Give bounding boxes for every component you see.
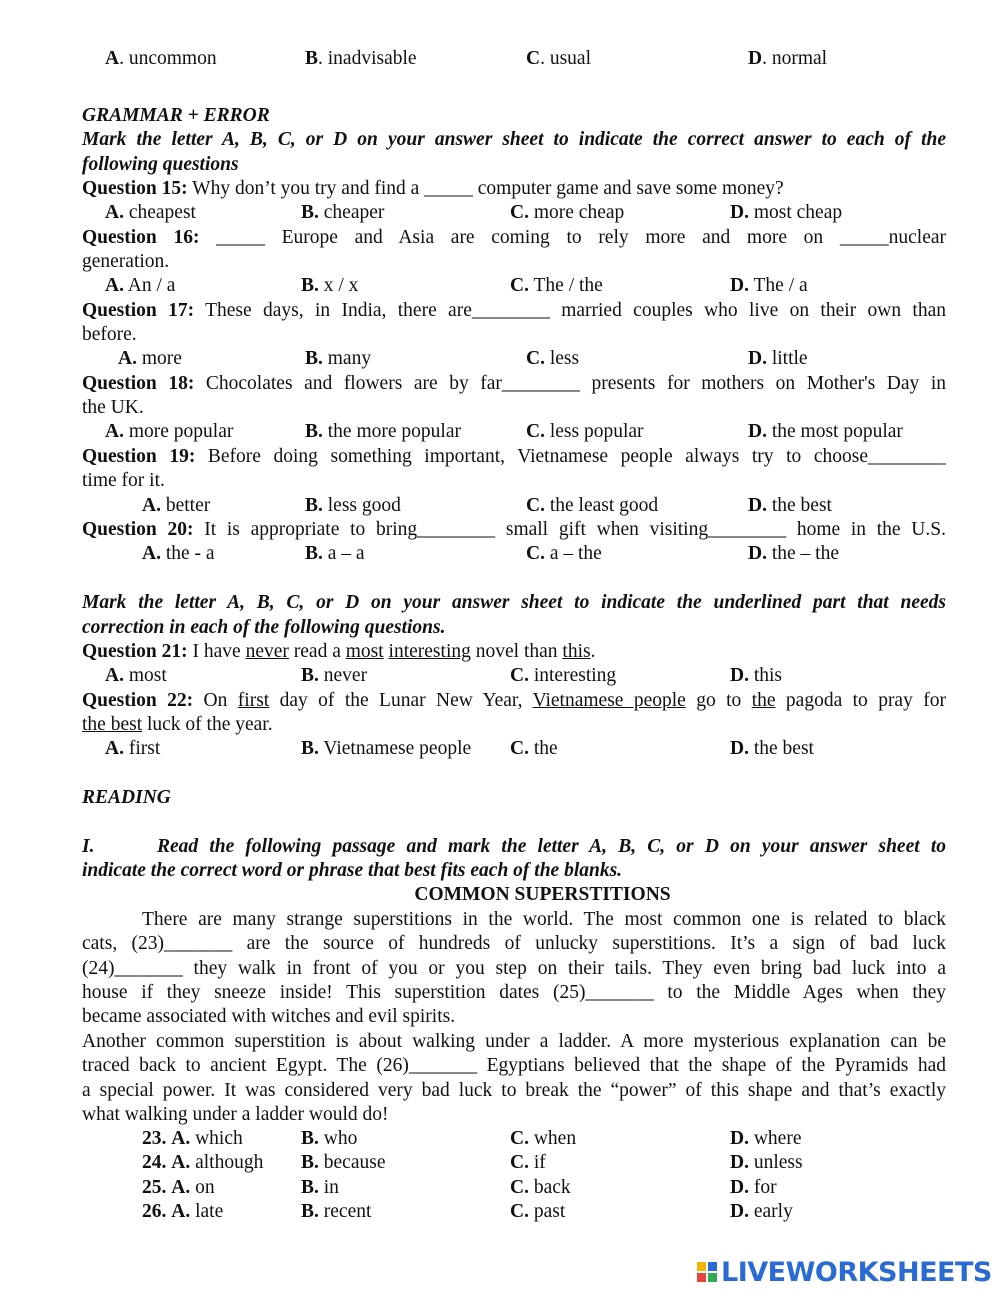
q15-option-c[interactable]: C. more cheap	[510, 202, 625, 223]
q14-option-c[interactable]: C. usual	[526, 48, 592, 69]
q22-stem-line1: Question 22: On first day of the Lunar New Year, Vietnamese people go to the pagoda to pray for	[82, 690, 946, 711]
q18-stem-line1: Question 18: Chocolates and flowers are by far________ presents for mothers on Mother's Day in	[82, 373, 946, 394]
q20-option-b[interactable]: B. a – a	[305, 543, 365, 564]
grammar-instruction-line2: following questions	[82, 154, 239, 175]
reading-heading: READING	[82, 787, 171, 808]
q22-option-b[interactable]: B. Vietnamese people	[301, 738, 472, 759]
reading-instruction-line1: I. Read the following passage and mark the letter A, B, C, or D on your answer sheet to	[82, 836, 946, 857]
q15-option-a[interactable]: A. cheapest	[105, 202, 196, 223]
q19-option-b[interactable]: B. less good	[305, 495, 401, 516]
q14-option-d[interactable]: D. normal	[748, 48, 828, 69]
error-instruction-line2: correction in each of the following questions.	[82, 617, 446, 638]
q19-stem-line2: time for it.	[82, 470, 165, 491]
item-24-option-a[interactable]: 24. A. although	[142, 1152, 264, 1173]
q17-stem-line2: before.	[82, 324, 137, 345]
q20-stem: Question 20: It is appropriate to bring________ small gift when visiting________ home in the U.S.	[82, 519, 946, 540]
error-instruction-line1: Mark the letter A, B, C, or D on your answer sheet to indicate the underlined part that needs	[82, 592, 946, 613]
item-23-option-b[interactable]: B. who	[301, 1128, 358, 1149]
item-23-option-a[interactable]: 23. A. which	[142, 1128, 243, 1149]
q15-option-d[interactable]: D. most cheap	[730, 202, 843, 223]
item-26-option-c[interactable]: C. past	[510, 1201, 566, 1222]
passage-line: traced back to ancient Egypt. The (26)_______ Egyptians believed that the shape of the Pyramids had	[82, 1055, 946, 1076]
q20-option-c[interactable]: C. a – the	[526, 543, 602, 564]
q19-stem-line1: Question 19: Before doing something important, Vietnamese people always try to choose________	[82, 446, 946, 467]
q16-option-b[interactable]: B. x / x	[301, 275, 359, 296]
q18-option-a[interactable]: A. more popular	[105, 421, 234, 442]
q18-option-d[interactable]: D. the most popular	[748, 421, 903, 442]
item-26-option-a[interactable]: 26. A. late	[142, 1201, 224, 1222]
item-25-option-a[interactable]: 25. A. on	[142, 1177, 215, 1198]
item-24-option-c[interactable]: C. if	[510, 1152, 546, 1173]
q20-option-a[interactable]: A. the - a	[142, 543, 215, 564]
q16-stem-line1: Question 16: _____ Europe and Asia are coming to rely more and more on _____nuclear	[82, 227, 946, 248]
q18-option-c[interactable]: C. less popular	[526, 421, 644, 442]
q21-option-d[interactable]: D. this	[730, 665, 783, 686]
q22-option-a[interactable]: A. first	[105, 738, 161, 759]
passage-line: a special power. It was considered very bad luck to break the “power” of this shape and that’s exactly	[82, 1080, 946, 1101]
passage-line: house if they sneeze inside! This superstition dates (25)_______ to the Middle Ages when they	[82, 982, 946, 1003]
q16-option-a[interactable]: A. An / a	[105, 275, 176, 296]
q17-stem-line1: Question 17: These days, in India, there are________ married couples who live on their own than	[82, 300, 946, 321]
item-25-option-d[interactable]: D. for	[730, 1177, 777, 1198]
item-24-option-d[interactable]: D. unless	[730, 1152, 803, 1173]
passage-line: There are many strange superstitions in the world. The most common one is related to black	[142, 909, 946, 930]
item-26-option-d[interactable]: D. early	[730, 1201, 793, 1222]
item-23-option-d[interactable]: D. where	[730, 1128, 802, 1149]
q19-option-c[interactable]: C. the least good	[526, 495, 659, 516]
passage-line: cats, (23)_______ are the source of hundreds of unlucky superstitions. It’s a sign of bad luck	[82, 933, 946, 954]
passage-line: became associated with witches and evil spirits.	[82, 1006, 456, 1027]
passage-line: (24)_______ they walk in front of you or you step on their tails. They even bring bad luck into a	[82, 958, 946, 979]
q21-option-a[interactable]: A. most	[105, 665, 167, 686]
q17-option-c[interactable]: C. less	[526, 348, 580, 369]
q18-stem-line2: the UK.	[82, 397, 144, 418]
grammar-instruction-line1: Mark the letter A, B, C, or D on your answer sheet to indicate the correct answer to each of the	[82, 129, 946, 150]
item-26-option-b[interactable]: B. recent	[301, 1201, 372, 1222]
q19-option-a[interactable]: A. better	[142, 495, 211, 516]
logo-mark-icon	[697, 1262, 717, 1282]
q18-option-b[interactable]: B. the more popular	[305, 421, 461, 442]
reading-instruction-line2: indicate the correct word or phrase that best fits each of the blanks.	[82, 860, 623, 881]
liveworksheets-logo	[697, 1255, 992, 1289]
item-24-option-b[interactable]: B. because	[301, 1152, 386, 1173]
logo-text: LIVEWORKSHEETS	[721, 1256, 992, 1288]
q21-option-b[interactable]: B. never	[301, 665, 368, 686]
q21-stem: Question 21: I have never read a most interesting novel than this.	[82, 641, 596, 662]
passage-line: what walking under a ladder would do!	[82, 1104, 389, 1125]
q22-stem-line2: the best luck of the year.	[82, 714, 273, 735]
grammar-heading: GRAMMAR + ERROR	[82, 105, 270, 126]
q16-option-c[interactable]: C. The / the	[510, 275, 603, 296]
q14-option-a[interactable]: A. uncommon	[105, 48, 217, 69]
q22-option-d[interactable]: D. the best	[730, 738, 814, 759]
q17-option-d[interactable]: D. little	[748, 348, 808, 369]
q17-option-b[interactable]: B. many	[305, 348, 372, 369]
item-25-option-b[interactable]: B. in	[301, 1177, 339, 1198]
q22-option-c[interactable]: C. the	[510, 738, 558, 759]
q20-option-d[interactable]: D. the – the	[748, 543, 839, 564]
q15-option-b[interactable]: B. cheaper	[301, 202, 385, 223]
item-23-option-c[interactable]: C. when	[510, 1128, 577, 1149]
q16-option-d[interactable]: D. The / a	[730, 275, 808, 296]
q17-option-a[interactable]: A. more	[118, 348, 182, 369]
item-25-option-c[interactable]: C. back	[510, 1177, 571, 1198]
q16-stem-line2: generation.	[82, 251, 170, 272]
q14-option-b[interactable]: B. inadvisable	[305, 48, 417, 69]
q19-option-d[interactable]: D. the best	[748, 495, 832, 516]
q21-option-c[interactable]: C. interesting	[510, 665, 617, 686]
q15-stem: Question 15: Why don’t you try and find a _____ computer game and save some money?	[82, 178, 784, 199]
passage-title: COMMON SUPERSTITIONS	[414, 884, 671, 905]
passage-line: Another common superstition is about walking under a ladder. A more mysterious explanation can be	[82, 1031, 946, 1052]
